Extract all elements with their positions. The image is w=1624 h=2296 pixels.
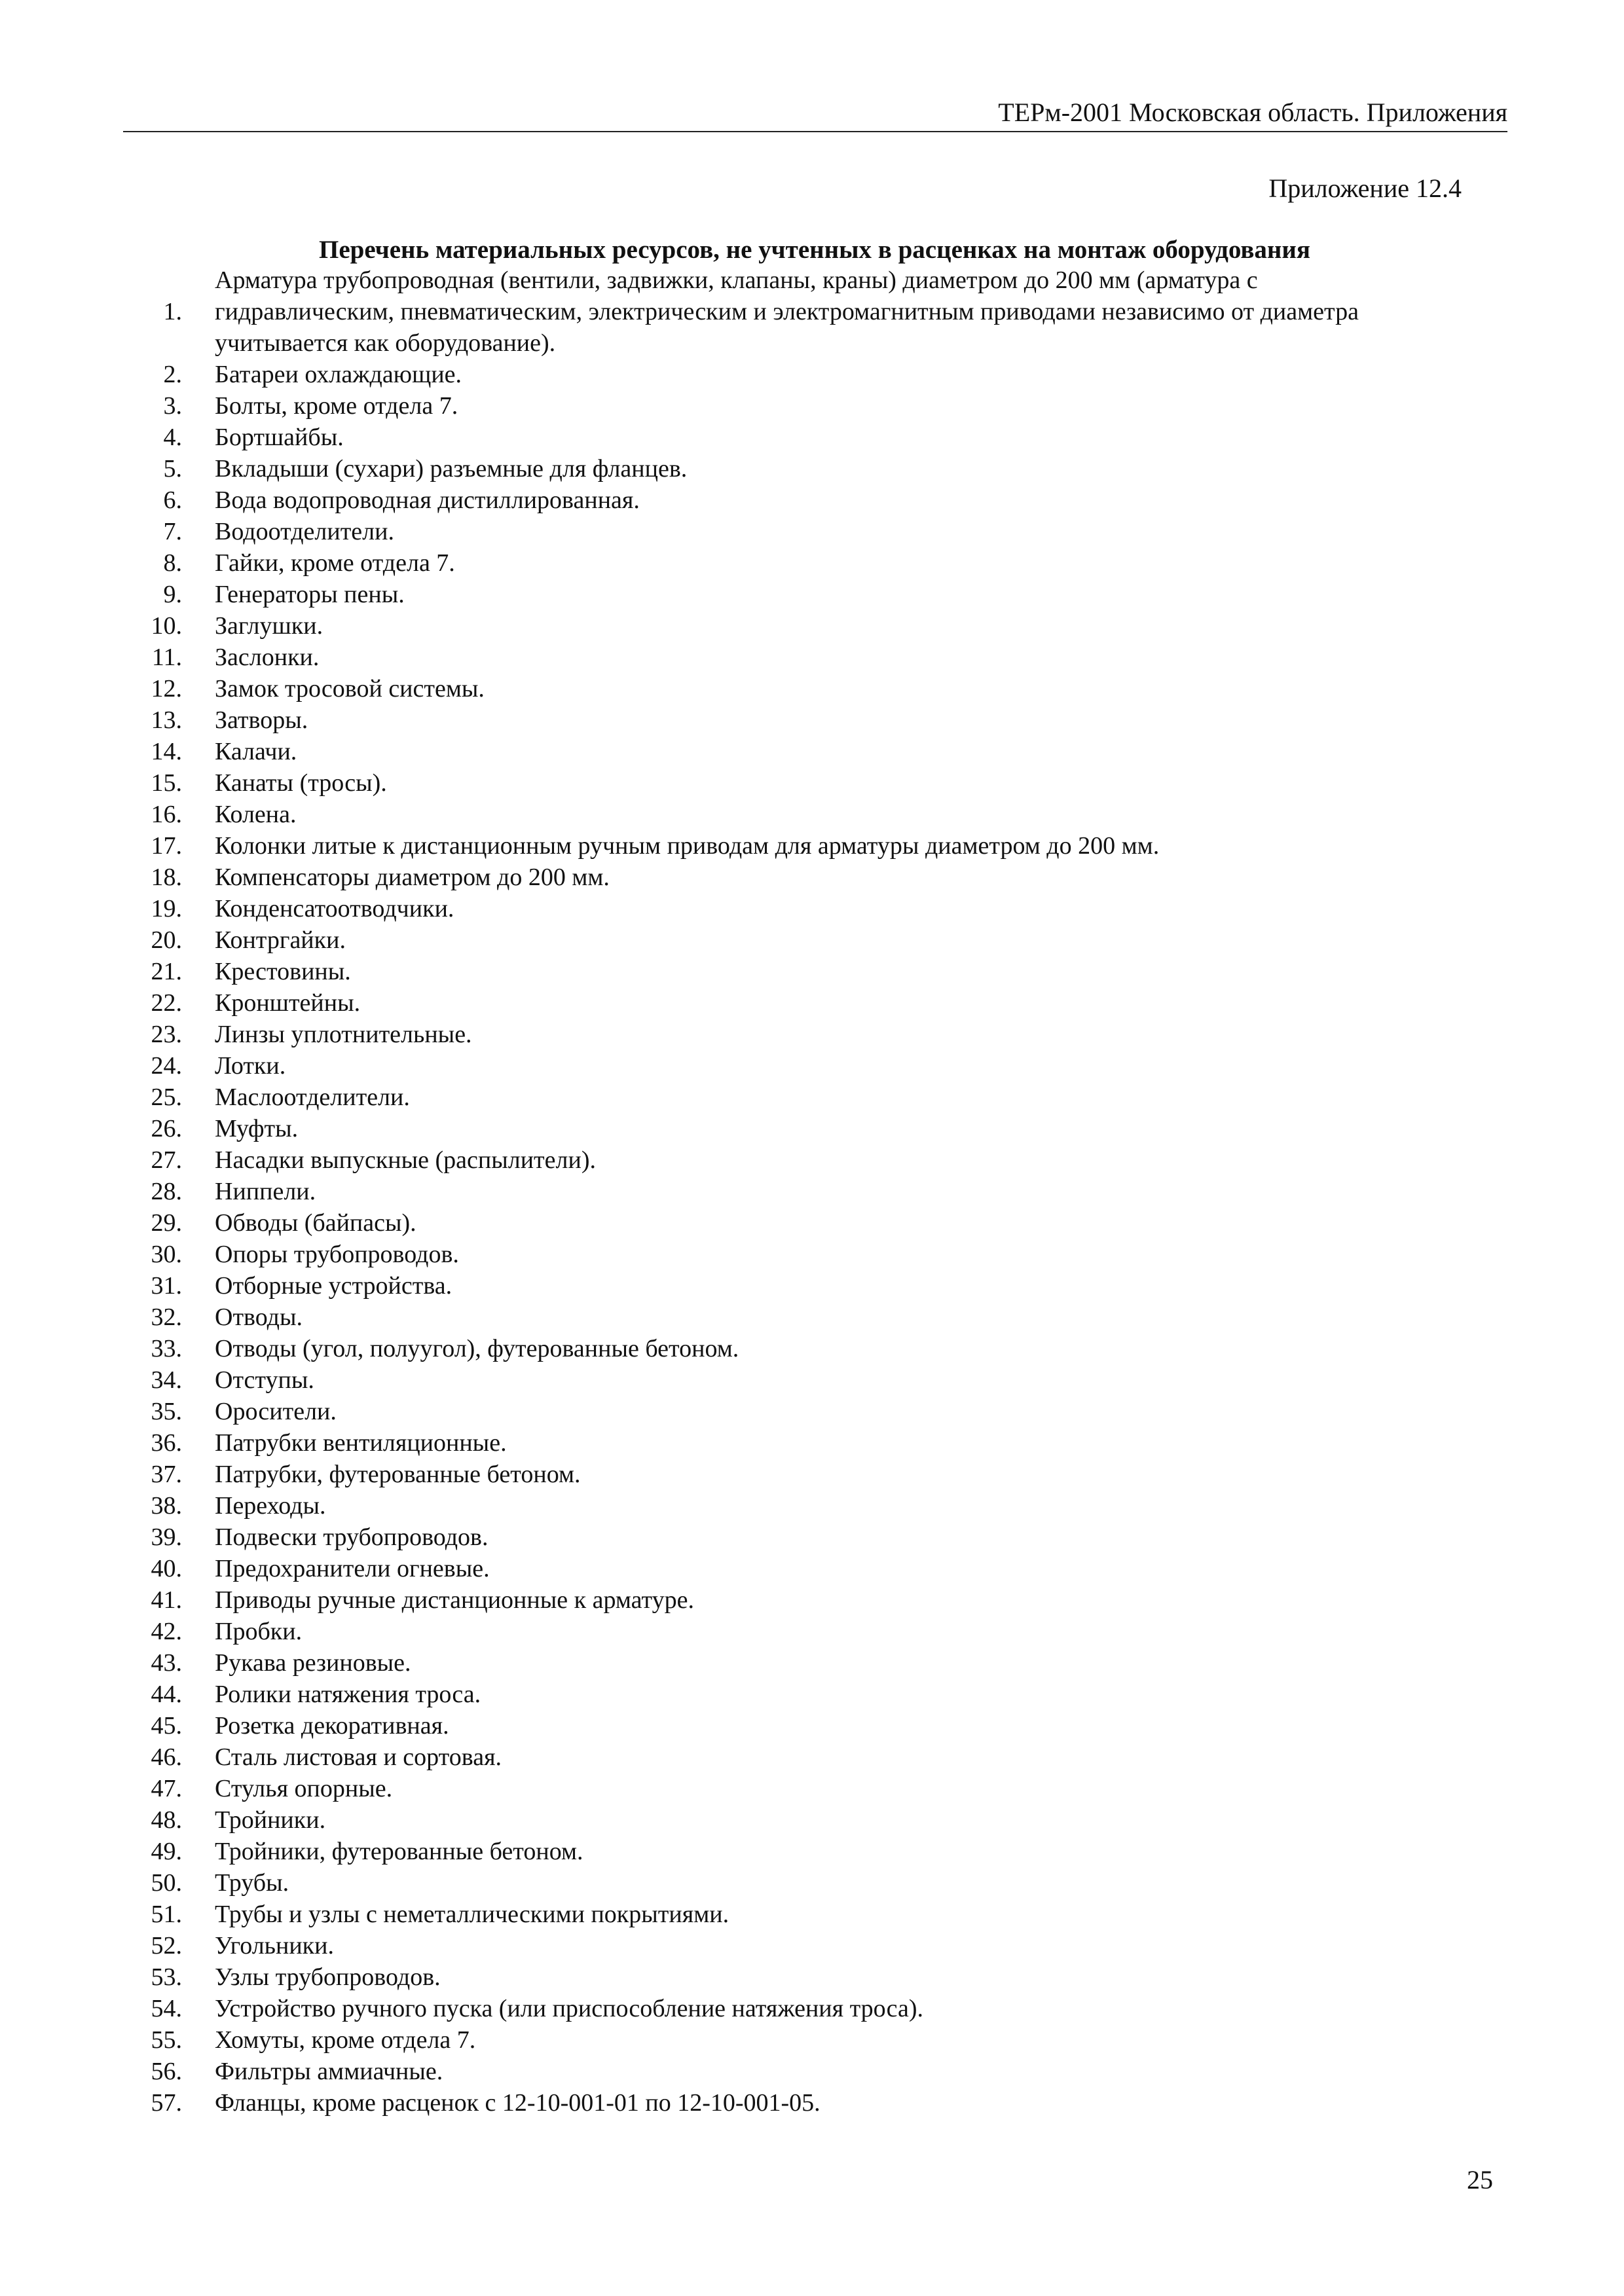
list-item xyxy=(123,767,1498,799)
list-item-text: Вода водопроводная дистиллированная. xyxy=(215,486,640,514)
list-item-number: 36. xyxy=(151,1429,182,1457)
list-item-number: 50. xyxy=(151,1869,182,1897)
header-divider xyxy=(123,131,1507,132)
list-item-text: Отводы. xyxy=(215,1303,303,1331)
list-item-number: 46. xyxy=(151,1743,182,1771)
list-item xyxy=(123,1270,1498,1302)
list-item xyxy=(123,2056,1498,2087)
list-item xyxy=(123,1459,1498,1490)
list-item-text: Затворы. xyxy=(215,706,308,734)
list-item-number: 22. xyxy=(151,989,182,1017)
list-item-number: 8. xyxy=(163,549,182,577)
list-item-number: 32. xyxy=(151,1303,182,1331)
list-item-number: 45. xyxy=(151,1712,182,1740)
list-item xyxy=(123,830,1498,862)
list-item-text: Колена. xyxy=(215,801,297,828)
list-item xyxy=(123,1396,1498,1427)
list-item xyxy=(123,1302,1498,1333)
list-item-text: Вкладыши (сухари) разъемные для фланцев. xyxy=(215,455,688,483)
list-item-number: 49. xyxy=(151,1838,182,1865)
appendix-label: Приложение 12.4 xyxy=(1268,173,1462,203)
list-item xyxy=(123,1553,1498,1584)
list-item-number: 11. xyxy=(151,644,182,671)
list-item xyxy=(123,1113,1498,1144)
list-item-number: 4. xyxy=(163,424,182,451)
list-item-text: Колонки литые к дистанционным ручным приводам для арматуры диаметром до 200 мм. xyxy=(215,832,1160,860)
list-item xyxy=(123,924,1498,956)
list-item-number: 31. xyxy=(151,1272,182,1300)
list-item-text: Опоры трубопроводов. xyxy=(215,1241,459,1268)
list-item-number: 23. xyxy=(151,1021,182,1048)
list-item xyxy=(123,390,1498,422)
list-item-number: 43. xyxy=(151,1649,182,1677)
list-item xyxy=(123,1710,1498,1741)
list-item-text: Стулья опорные. xyxy=(215,1775,393,1802)
list-item xyxy=(123,1364,1498,1396)
list-item xyxy=(123,1427,1498,1459)
list-item-number: 53. xyxy=(151,1963,182,1991)
list-item xyxy=(123,1207,1498,1239)
list-item xyxy=(123,1679,1498,1710)
list-item-number: 13. xyxy=(151,706,182,734)
page-number: 25 xyxy=(1467,2165,1493,2195)
list-item xyxy=(123,862,1498,893)
list-item xyxy=(123,1773,1498,1804)
list-item xyxy=(123,422,1498,453)
list-item-number: 40. xyxy=(151,1555,182,1582)
list-item-text: Отступы. xyxy=(215,1366,314,1394)
list-item-text: Заглушки. xyxy=(215,612,323,640)
list-item-number: 38. xyxy=(151,1492,182,1520)
list-item-text: Приводы ручные дистанционные к арматуре. xyxy=(215,1586,695,1614)
list-item-text: Замок тросовой системы. xyxy=(215,675,485,702)
list-item-number: 9. xyxy=(163,581,182,608)
list-item xyxy=(123,1899,1498,1930)
list-item-number: 42. xyxy=(151,1618,182,1645)
list-item xyxy=(123,579,1498,610)
list-item-number: 56. xyxy=(151,2058,182,2085)
list-item-text: Водоотделители. xyxy=(215,518,394,545)
list-item-number: 35. xyxy=(151,1398,182,1425)
list-item-text: Узлы трубопроводов. xyxy=(215,1963,441,1991)
list-item-text: Канаты (тросы). xyxy=(215,769,387,797)
list-item-text: Батареи охлаждающие. xyxy=(215,361,462,388)
list-item-text: Тройники, футерованные бетоном. xyxy=(215,1838,583,1865)
list-item-text: Патрубки, футерованные бетоном. xyxy=(215,1461,581,1488)
list-item-number: 51. xyxy=(151,1901,182,1928)
list-item-text: Устройство ручного пуска (или приспособление натяжения троса). xyxy=(215,1995,923,2022)
list-item-number: 2. xyxy=(163,361,182,388)
list-item xyxy=(123,1741,1498,1773)
list-item-text: Сталь листовая и сортовая. xyxy=(215,1743,502,1771)
list-item-number: 14. xyxy=(151,738,182,765)
list-item-text: Переходы. xyxy=(215,1492,326,1520)
list-item xyxy=(123,1522,1498,1553)
list-item-text: Тройники. xyxy=(215,1806,326,1834)
list-item-text: Крестовины. xyxy=(215,958,351,985)
list-item-number: 54. xyxy=(151,1995,182,2022)
list-item xyxy=(123,359,1498,390)
list-item xyxy=(123,1144,1498,1176)
list-item-number: 30. xyxy=(151,1241,182,1268)
list-item xyxy=(123,642,1498,673)
list-item-text: Контргайки. xyxy=(215,926,346,954)
list-item xyxy=(123,1961,1498,1993)
list-item-text: Оросители. xyxy=(215,1398,337,1425)
list-item xyxy=(123,1867,1498,1899)
list-item-text: Линзы уплотнительные. xyxy=(215,1021,472,1048)
running-header: ТЕРм-2001 Московская область. Приложения xyxy=(998,98,1507,127)
list-item-number: 57. xyxy=(151,2089,182,2117)
list-item-text: Муфты. xyxy=(215,1115,299,1142)
list-item-number: 1. xyxy=(163,298,182,325)
list-item-number: 19. xyxy=(151,895,182,922)
list-item-number: 6. xyxy=(163,486,182,514)
list-item-text: Подвески трубопроводов. xyxy=(215,1523,489,1551)
list-item xyxy=(123,516,1498,547)
document-title: Перечень материальных ресурсов, не учтенных в расценках на монтаж оборудования xyxy=(319,236,1310,264)
list-item-text: Бортшайбы. xyxy=(215,424,344,451)
list-item-text: Ниппели. xyxy=(215,1178,316,1205)
list-item-text: Трубы. xyxy=(215,1869,289,1897)
list-item xyxy=(123,1050,1498,1082)
list-item xyxy=(123,2024,1498,2056)
list-item-text: Насадки выпускные (распылители). xyxy=(215,1146,596,1174)
list-item xyxy=(123,484,1498,516)
list-item-text: Маслоотделители. xyxy=(215,1084,410,1111)
list-item-number: 39. xyxy=(151,1523,182,1551)
list-item-number: 20. xyxy=(151,926,182,954)
materials-list xyxy=(123,264,1498,2119)
list-item xyxy=(123,547,1498,579)
list-item xyxy=(123,1930,1498,1961)
list-item-number: 15. xyxy=(151,769,182,797)
list-item-text: Заслонки. xyxy=(215,644,320,671)
list-item-text: Болты, кроме отдела 7. xyxy=(215,392,458,420)
list-item-number: 12. xyxy=(151,675,182,702)
list-item xyxy=(123,1647,1498,1679)
list-item-text: Патрубки вентиляционные. xyxy=(215,1429,507,1457)
list-item-number: 24. xyxy=(151,1052,182,1080)
list-item xyxy=(123,1333,1498,1364)
list-item xyxy=(123,453,1498,484)
list-item-number: 17. xyxy=(151,832,182,860)
list-item-number: 21. xyxy=(151,958,182,985)
list-item-text: Ролики натяжения троса. xyxy=(215,1681,481,1708)
list-item-text: Фланцы, кроме расценок с 12-10-001-01 по 12-10-001-05. xyxy=(215,2089,821,2117)
list-item xyxy=(123,1836,1498,1867)
list-item xyxy=(123,1176,1498,1207)
list-item-text: Кронштейны. xyxy=(215,989,361,1017)
list-item-number: 18. xyxy=(151,864,182,891)
list-item xyxy=(123,1616,1498,1647)
list-item-text: Рукава резиновые. xyxy=(215,1649,411,1677)
list-item xyxy=(123,610,1498,642)
list-item-number: 25. xyxy=(151,1084,182,1111)
list-item xyxy=(123,2087,1498,2119)
list-item-number: 41. xyxy=(151,1586,182,1614)
list-item-number: 29. xyxy=(151,1209,182,1237)
list-item-text: Обводы (байпасы). xyxy=(215,1209,416,1237)
list-item xyxy=(123,956,1498,987)
list-item-number: 55. xyxy=(151,2026,182,2054)
list-item-text: Генераторы пены. xyxy=(215,581,405,608)
list-item xyxy=(123,987,1498,1019)
list-item-text: Гайки, кроме отдела 7. xyxy=(215,549,455,577)
list-item-text: Отводы (угол, полуугол), футерованные бетоном. xyxy=(215,1335,739,1362)
list-item xyxy=(123,1490,1498,1522)
list-item-number: 27. xyxy=(151,1146,182,1174)
list-item-text: Розетка декоративная. xyxy=(215,1712,449,1740)
list-item xyxy=(123,893,1498,924)
list-item xyxy=(123,1584,1498,1616)
list-item xyxy=(123,1993,1498,2024)
list-item-number: 5. xyxy=(163,455,182,483)
list-item-text: Конденсатоотводчики. xyxy=(215,895,454,922)
list-item-number: 28. xyxy=(151,1178,182,1205)
list-item-text: Угольники. xyxy=(215,1932,334,1959)
list-item xyxy=(123,1082,1498,1113)
list-item-text: Трубы и узлы с неметаллическими покрытиями. xyxy=(215,1901,729,1928)
list-item-text: Компенсаторы диаметром до 200 мм. xyxy=(215,864,610,891)
list-item xyxy=(123,264,1498,359)
list-item xyxy=(123,799,1498,830)
list-item xyxy=(123,673,1498,704)
list-item-number: 48. xyxy=(151,1806,182,1834)
list-item-text: Хомуты, кроме отдела 7. xyxy=(215,2026,476,2054)
list-item xyxy=(123,704,1498,736)
list-item-number: 47. xyxy=(151,1775,182,1802)
list-item-number: 26. xyxy=(151,1115,182,1142)
list-item-number: 10. xyxy=(151,612,182,640)
list-item xyxy=(123,1239,1498,1270)
list-item-number: 37. xyxy=(151,1461,182,1488)
list-item-text: Арматура трубопроводная (вентили, задвижки, клапаны, краны) диаметром до 200 мм (арматура с гидравлическим, пневматическим, электрическим и электромагнитным приводами независимо от диаметра учитывается как оборудование). xyxy=(215,266,1359,357)
list-item-text: Отборные устройства. xyxy=(215,1272,452,1300)
list-item-number: 52. xyxy=(151,1932,182,1959)
list-item xyxy=(123,1019,1498,1050)
list-item-text: Предохранители огневые. xyxy=(215,1555,490,1582)
list-item-text: Фильтры аммиачные. xyxy=(215,2058,443,2085)
list-item xyxy=(123,736,1498,767)
list-item-number: 33. xyxy=(151,1335,182,1362)
list-item-number: 16. xyxy=(151,801,182,828)
list-item-number: 34. xyxy=(151,1366,182,1394)
list-item-number: 3. xyxy=(163,392,182,420)
list-item-number: 7. xyxy=(163,518,182,545)
list-item-text: Лотки. xyxy=(215,1052,286,1080)
list-item-text: Калачи. xyxy=(215,738,297,765)
list-item-number: 44. xyxy=(151,1681,182,1708)
list-item-text: Пробки. xyxy=(215,1618,303,1645)
list-item xyxy=(123,1804,1498,1836)
